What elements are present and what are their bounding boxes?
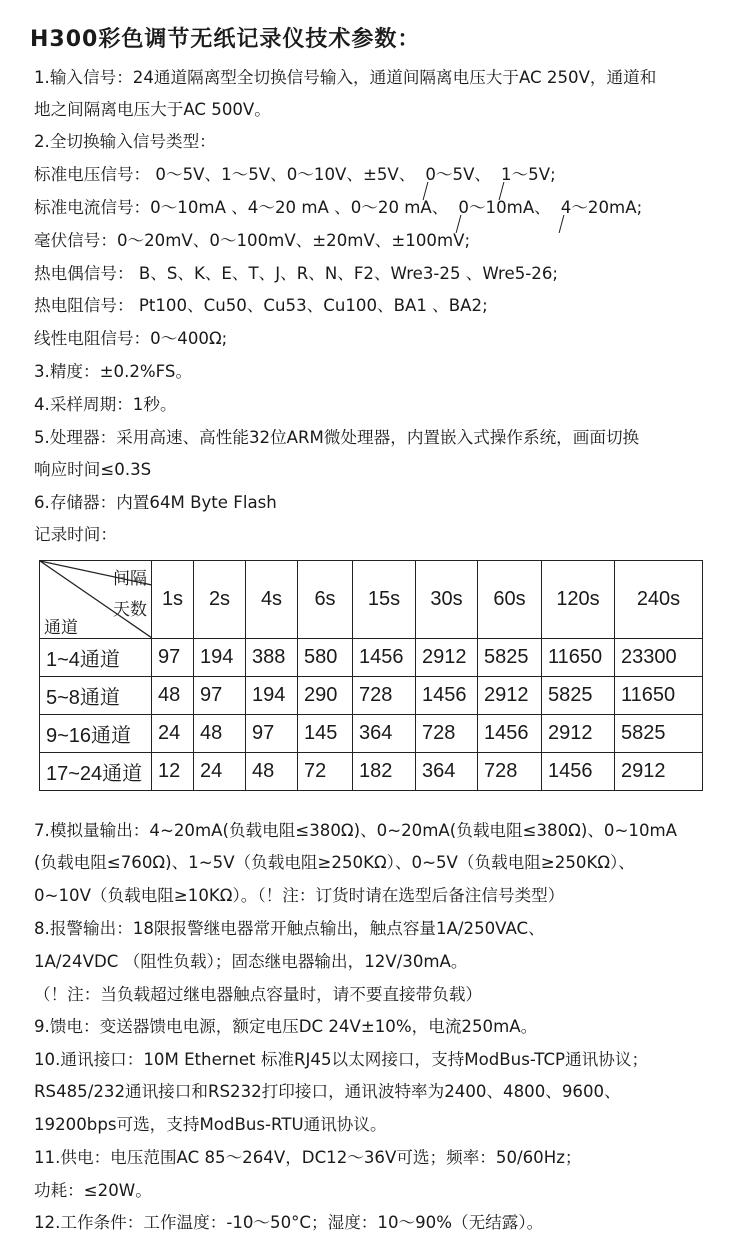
table-cell: 2912 [478,677,542,715]
table-header-row [40,561,703,639]
table-cell: 12 [152,753,194,791]
current-signals-text: 标准电流信号：0～10mA 、4～20 mA 、0～20 mA、 [34,198,449,217]
spec-line-sampling: 4.采样周期：1秒。 [34,395,177,414]
table-row [40,677,703,715]
spec-line-power-consumption: 功耗：≤20W。 [34,1181,152,1200]
spec-line-rtd: 热电阻信号： Pt100、Cu50、Cu53、Cu100、BA1 、BA2; [34,296,488,315]
table-cell: 23300 [615,639,703,677]
table-cell: 290 [298,677,353,715]
table-cell: 1456 [416,677,478,715]
table-cell: 194 [194,639,246,677]
spec-line-working-conditions: 12.工作条件：工作温度：-10～50°C；湿度：10～90%（无结露）。 [34,1213,544,1232]
table-cell: 72 [298,753,353,791]
table-cell: 2912 [615,753,703,791]
spec-line-thermocouple: 热电偶信号： B、S、K、E、T、J、R、N、F2、Wre3-25 、Wre5-26; [34,264,558,283]
spec-line-feed-power: 9.馈电：变送器馈电电源，额定电压DC 24V±10%，电流250mA。 [34,1017,538,1036]
table-cell: 145 [298,715,353,753]
table-cell: 24 [194,753,246,791]
spec-line-power-supply: 11.供电：电压范围AC 85～264V，DC12～36V可选；频率：50/60Hz； [34,1148,582,1167]
table-cell: 364 [416,753,478,791]
voltage-signals-text: 标准电压信号： 0～5V、1～5V、0～10V、±5V、 [34,165,416,184]
spec-line-alarm-output-2: 1A/24VDC （阻性负载）；固态继电器输出，12V/30mA。 [34,952,468,971]
table-corner-cell [40,561,152,639]
corner-label-days: 天数 [113,600,147,620]
table-header-cell: 120s [542,561,615,639]
spec-line-storage: 6.存储器：内置64M Byte Flash [34,493,277,512]
table-header-cell: 60s [478,561,542,639]
table-header-cell: 240s [615,561,703,639]
table-cell: 388 [246,639,298,677]
table-cell: 1456 [542,753,615,791]
spec-line-voltage-signals [34,164,556,186]
spec-line-analog-output-1: 7.模拟量输出：4~20mA(负载电阻≤380Ω)、0~20mA(负载电阻≤380Ω)、0~10mA [34,821,678,840]
row-label: 9~16通道 [40,715,152,753]
table-cell: 11650 [542,639,615,677]
table-header-cell: 1s [152,561,194,639]
table-cell: 5825 [615,715,703,753]
table-cell: 1456 [353,639,416,677]
table-cell: 48 [194,715,246,753]
spec-line-processor: 5.处理器：采用高速、高性能32位ARM微处理器，内置嵌入式操作系统，画面切换 [34,428,640,447]
table-cell: 11650 [615,677,703,715]
spec-line-comm-2: RS485/232通讯接口和RS232打印接口，通讯波特率为2400、4800、9600、 [34,1082,621,1101]
corner-label-interval: 间隔 [113,569,147,589]
table-cell: 5825 [542,677,615,715]
table-cell: 1456 [478,715,542,753]
spec-line-accuracy: 3.精度：±0.2%FS。 [34,362,193,381]
spec-line-alarm-note: （！注：当负载超过继电器触点容量时，请不要直接带负载） [34,985,483,1004]
table-cell: 97 [246,715,298,753]
table-row [40,715,703,753]
table-cell: 48 [246,753,298,791]
table-cell: 728 [416,715,478,753]
table-header-cell: 15s [353,561,416,639]
table-cell: 97 [194,677,246,715]
spec-line-current-signals [34,197,642,219]
spec-line-comm-1: 10.通讯接口：10M Ethernet 标准RJ45以太网接口，支持ModBus-TCP通讯协议； [34,1050,649,1069]
spec-line-alarm-output-1: 8.报警输出：18限报警继电器常开触点输出，触点容量1A/250VAC、 [34,919,545,938]
spec-line-linear-resistance: 线性电阻信号：0～400Ω; [34,329,228,348]
table-header-cell: 4s [246,561,298,639]
table-cell: 5825 [478,639,542,677]
table-cell: 364 [353,715,416,753]
table-cell: 728 [353,677,416,715]
table-cell: 728 [478,753,542,791]
spec-line-analog-output-3: 0~10V（负载电阻≥10KΩ）。（！注：订货时请在选型后备注信号类型） [34,886,565,905]
voltage-sqrt-range-2: 1～5V; [501,165,556,184]
spec-line-input-signal: 1.输入信号：24通道隔离型全切换信号输入，通道间隔离电压大于AC 250V，通道和 [34,68,657,87]
table-row [40,753,703,791]
document-title: H300彩色调节无纸记录仪技术参数： [30,27,421,52]
spec-line-analog-output-2: (负载电阻≤760Ω)、1~5V（负载电阻≥250KΩ）、0~5V（负载电阻≥250KΩ）、 [34,853,635,872]
table-cell: 2912 [416,639,478,677]
spec-line-comm-3: 19200bps可选，支持ModBus-RTU通讯协议。 [34,1115,387,1134]
current-sqrt-range-2: 4～20mA; [560,198,643,217]
table-header-cell: 30s [416,561,478,639]
row-label: 5~8通道 [40,677,152,715]
table-cell: 182 [353,753,416,791]
spec-line-signal-types: 2.全切换输入信号类型： [34,132,216,151]
table-cell: 580 [298,639,353,677]
table-row [40,639,703,677]
current-sqrt-range-1: 0～10mA、 [458,198,551,217]
record-time-table [39,560,703,791]
table-cell: 97 [152,639,194,677]
spec-line-response-time: 响应时间≤0.3S [34,460,152,479]
voltage-sqrt-range-1: 0～5V、 [425,165,492,184]
table-cell: 2912 [542,715,615,753]
spec-line-record-time: 记录时间： [34,525,117,544]
corner-label-channel: 通道 [44,618,78,638]
spec-line-isolation: 地之间隔离电压大于AC 500V。 [34,100,271,119]
table-cell: 194 [246,677,298,715]
row-label: 1~4通道 [40,639,152,677]
row-label: 17~24通道 [40,753,152,791]
spec-line-millivolt: 毫伏信号：0～20mV、0～100mV、±20mV、±100mV; [34,231,471,250]
table-header-cell: 2s [194,561,246,639]
table-header-cell: 6s [298,561,353,639]
table-cell: 48 [152,677,194,715]
table-cell: 24 [152,715,194,753]
